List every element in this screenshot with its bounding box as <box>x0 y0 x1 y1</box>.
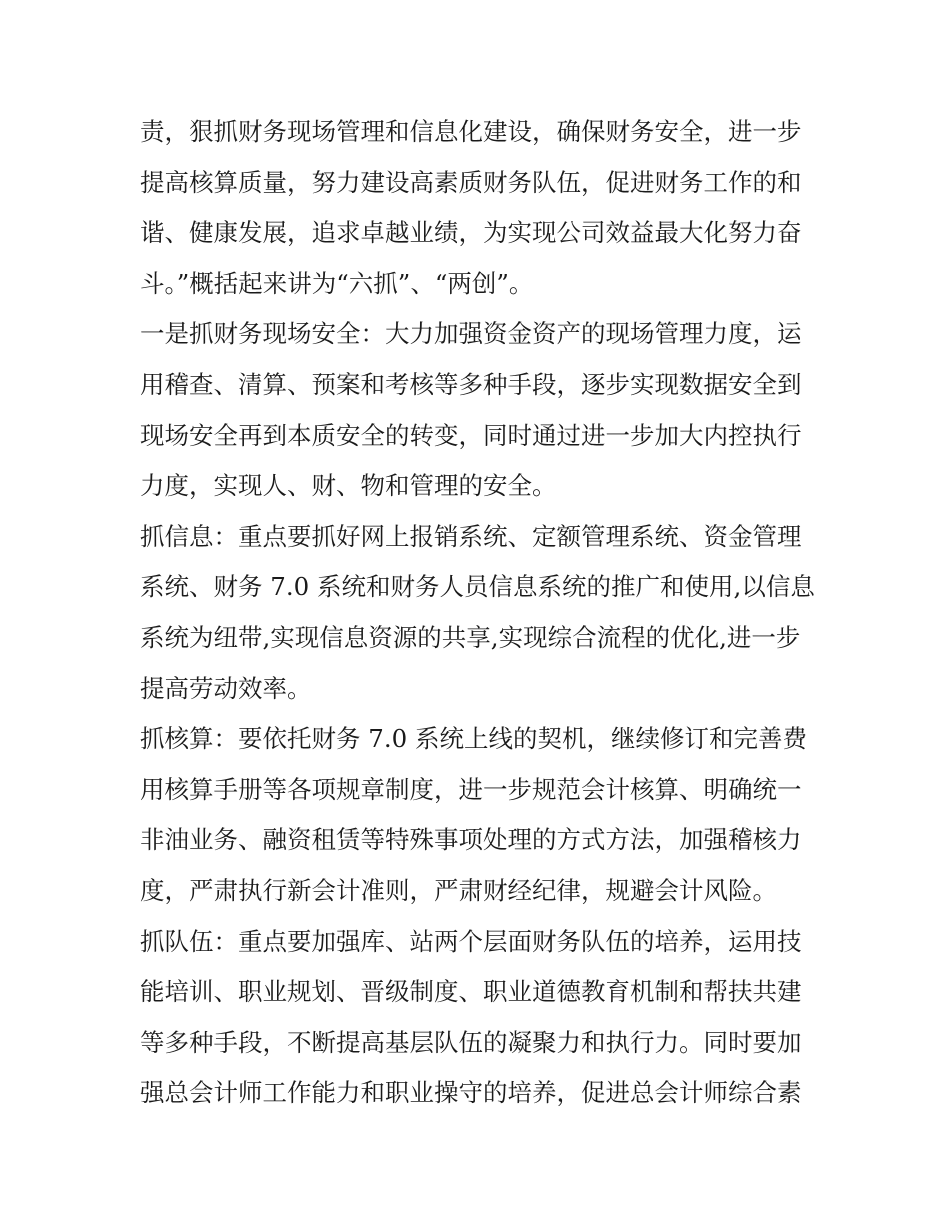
text-line: 系统为纽带,实现信息资源的共享,实现综合流程的优化,进一步 <box>140 622 801 652</box>
text-line: 抓队伍：重点要加强库、站两个层面财务队伍的培养，运用技 <box>140 926 802 956</box>
text-line: 现场安全再到本质安全的转变，同时通过进一步加大内控执行 <box>140 420 802 450</box>
text-line: 用稽查、清算、预案和考核等多种手段，逐步实现数据安全到 <box>140 369 802 399</box>
text-line: 度，严肃执行新会计准则，严肃财经纪律，规避会计风险。 <box>140 875 777 905</box>
text-line: 一是抓财务现场安全：大力加强资金资产的现场管理力度，运 <box>140 319 802 349</box>
text-line: 抓核算：要依托财务 7.0 系统上线的契机，继续修订和完善费 <box>140 724 808 754</box>
text-line: 用核算手册等各项规章制度，进一步规范会计核算、明确统一 <box>140 774 802 804</box>
text-line: 能培训、职业规划、晋级制度、职业道德教育机制和帮扶共建 <box>140 977 802 1007</box>
document-body <box>140 107 820 1119</box>
text-line: 责，狠抓财务现场管理和信息化建设，确保财务安全，进一步 <box>140 117 802 146</box>
text-line: 非油业务、融资租赁等特殊事项处理的方式方法，加强稽核力 <box>140 825 802 855</box>
text-line: 力度，实现人、财、物和管理的安全。 <box>140 471 557 501</box>
text-line: 提高核算质量，努力建设高素质财务队伍，促进财务工作的和 <box>140 167 802 197</box>
text-line: 等多种手段，不断提高基层队伍的凝聚力和执行力。同时要加 <box>140 1027 802 1057</box>
text-line: 谐、健康发展，追求卓越业绩，为实现公司效益最大化努力奋 <box>140 218 802 248</box>
text-line: 强总会计师工作能力和职业操守的培养，促进总会计师综合素 <box>140 1078 802 1108</box>
text-line: 系统、财务 7.0 系统和财务人员信息系统的推广和使用,以信息 <box>140 572 815 602</box>
text-line: 斗。”概括起来讲为“六抓”、“两创”。 <box>140 268 534 298</box>
text-line: 抓信息：重点要抓好网上报销系统、定额管理系统、资金管理 <box>140 521 802 551</box>
text-line: 提高劳动效率。 <box>140 673 312 703</box>
